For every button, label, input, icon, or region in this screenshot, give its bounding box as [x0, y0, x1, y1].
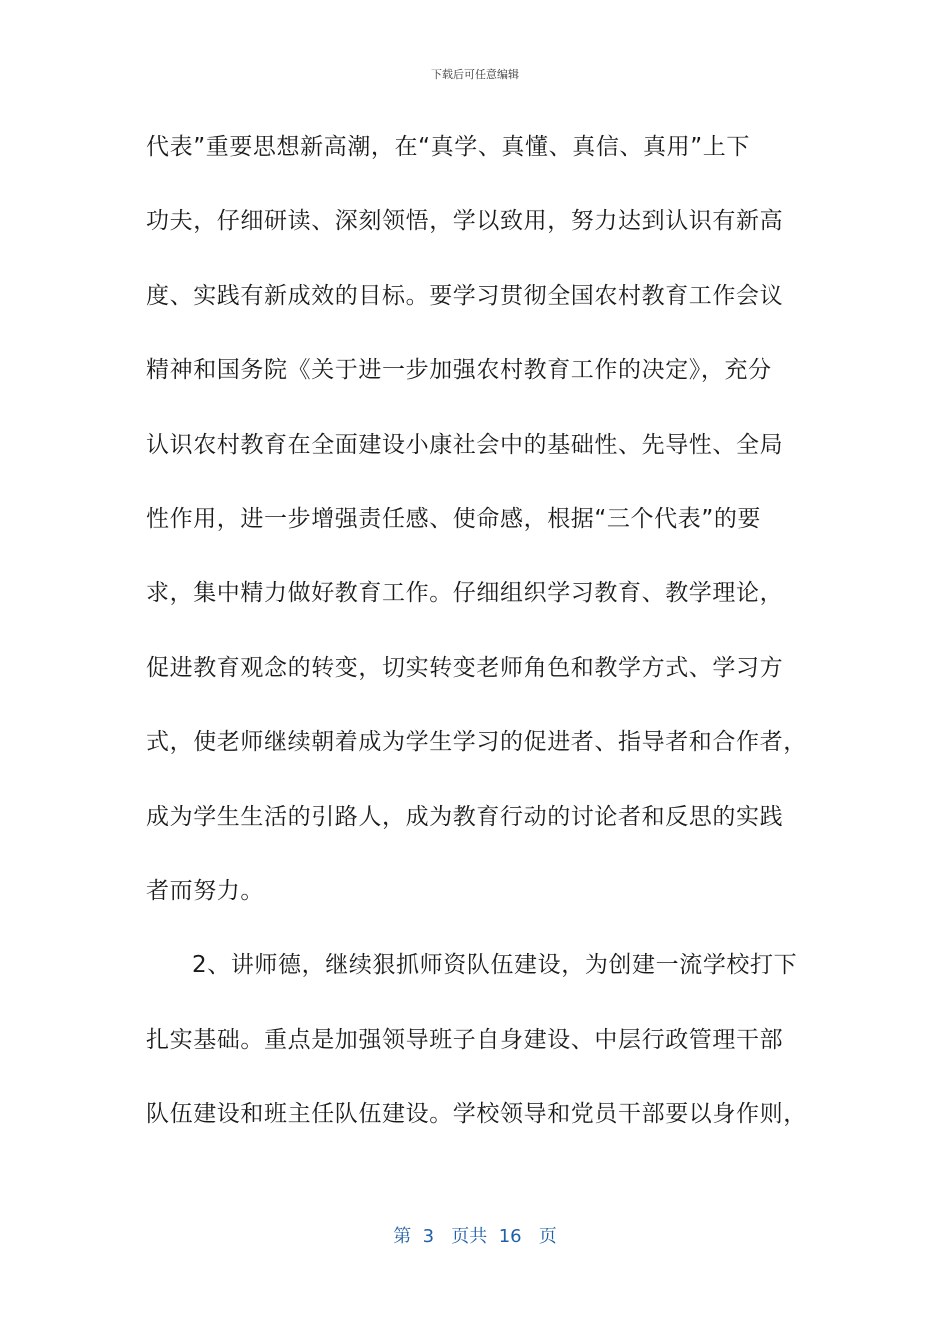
body-line: 队伍建设和班主任队伍建设。学校领导和党员干部要以身作则，: [146, 1101, 807, 1128]
paragraph-start-line: 2、讲师德，继续狠抓师资队伍建设，为创建一流学校打下: [192, 952, 798, 979]
page-header: 下载后可任意编辑: [431, 68, 519, 81]
page-footer: 第 3 页共 16 页: [393, 1226, 557, 1247]
body-line: 式，使老师继续朝着成为学生学习的促进者、指导者和合作者，: [146, 729, 807, 756]
body-line: 促进教育观念的转变，切实转变老师角色和教学方式、学习方: [146, 654, 784, 681]
body-line: 功夫，仔细研读、深刻领悟，学以致用，努力达到认识有新高: [146, 208, 784, 235]
body-line: 认识农村教育在全面建设小康社会中的基础性、先导性、全局: [146, 431, 784, 458]
body-line: 者而努力。: [146, 877, 264, 904]
body-line: 精神和国务院《关于进一步加强农村教育工作的决定》，充分: [146, 357, 772, 384]
body-text: [146, 120, 806, 1161]
body-line: 求，集中精力做好教育工作。仔细组织学习教育、教学理论，: [146, 580, 784, 607]
body-line: 成为学生生活的引路人，成为教育行动的讨论者和反思的实践: [146, 803, 784, 830]
body-line: 性作用，进一步增强责任感、使命感，根据“三个代表”的要: [146, 505, 762, 532]
body-line: 度、实践有新成效的目标。要学习贯彻全国农村教育工作会议: [146, 282, 784, 309]
body-line: 代表”重要思想新高潮，在“真学、真懂、真信、真用”上下: [146, 134, 750, 160]
body-line: 扎实基础。重点是加强领导班子自身建设、中层行政管理干部: [146, 1026, 784, 1053]
